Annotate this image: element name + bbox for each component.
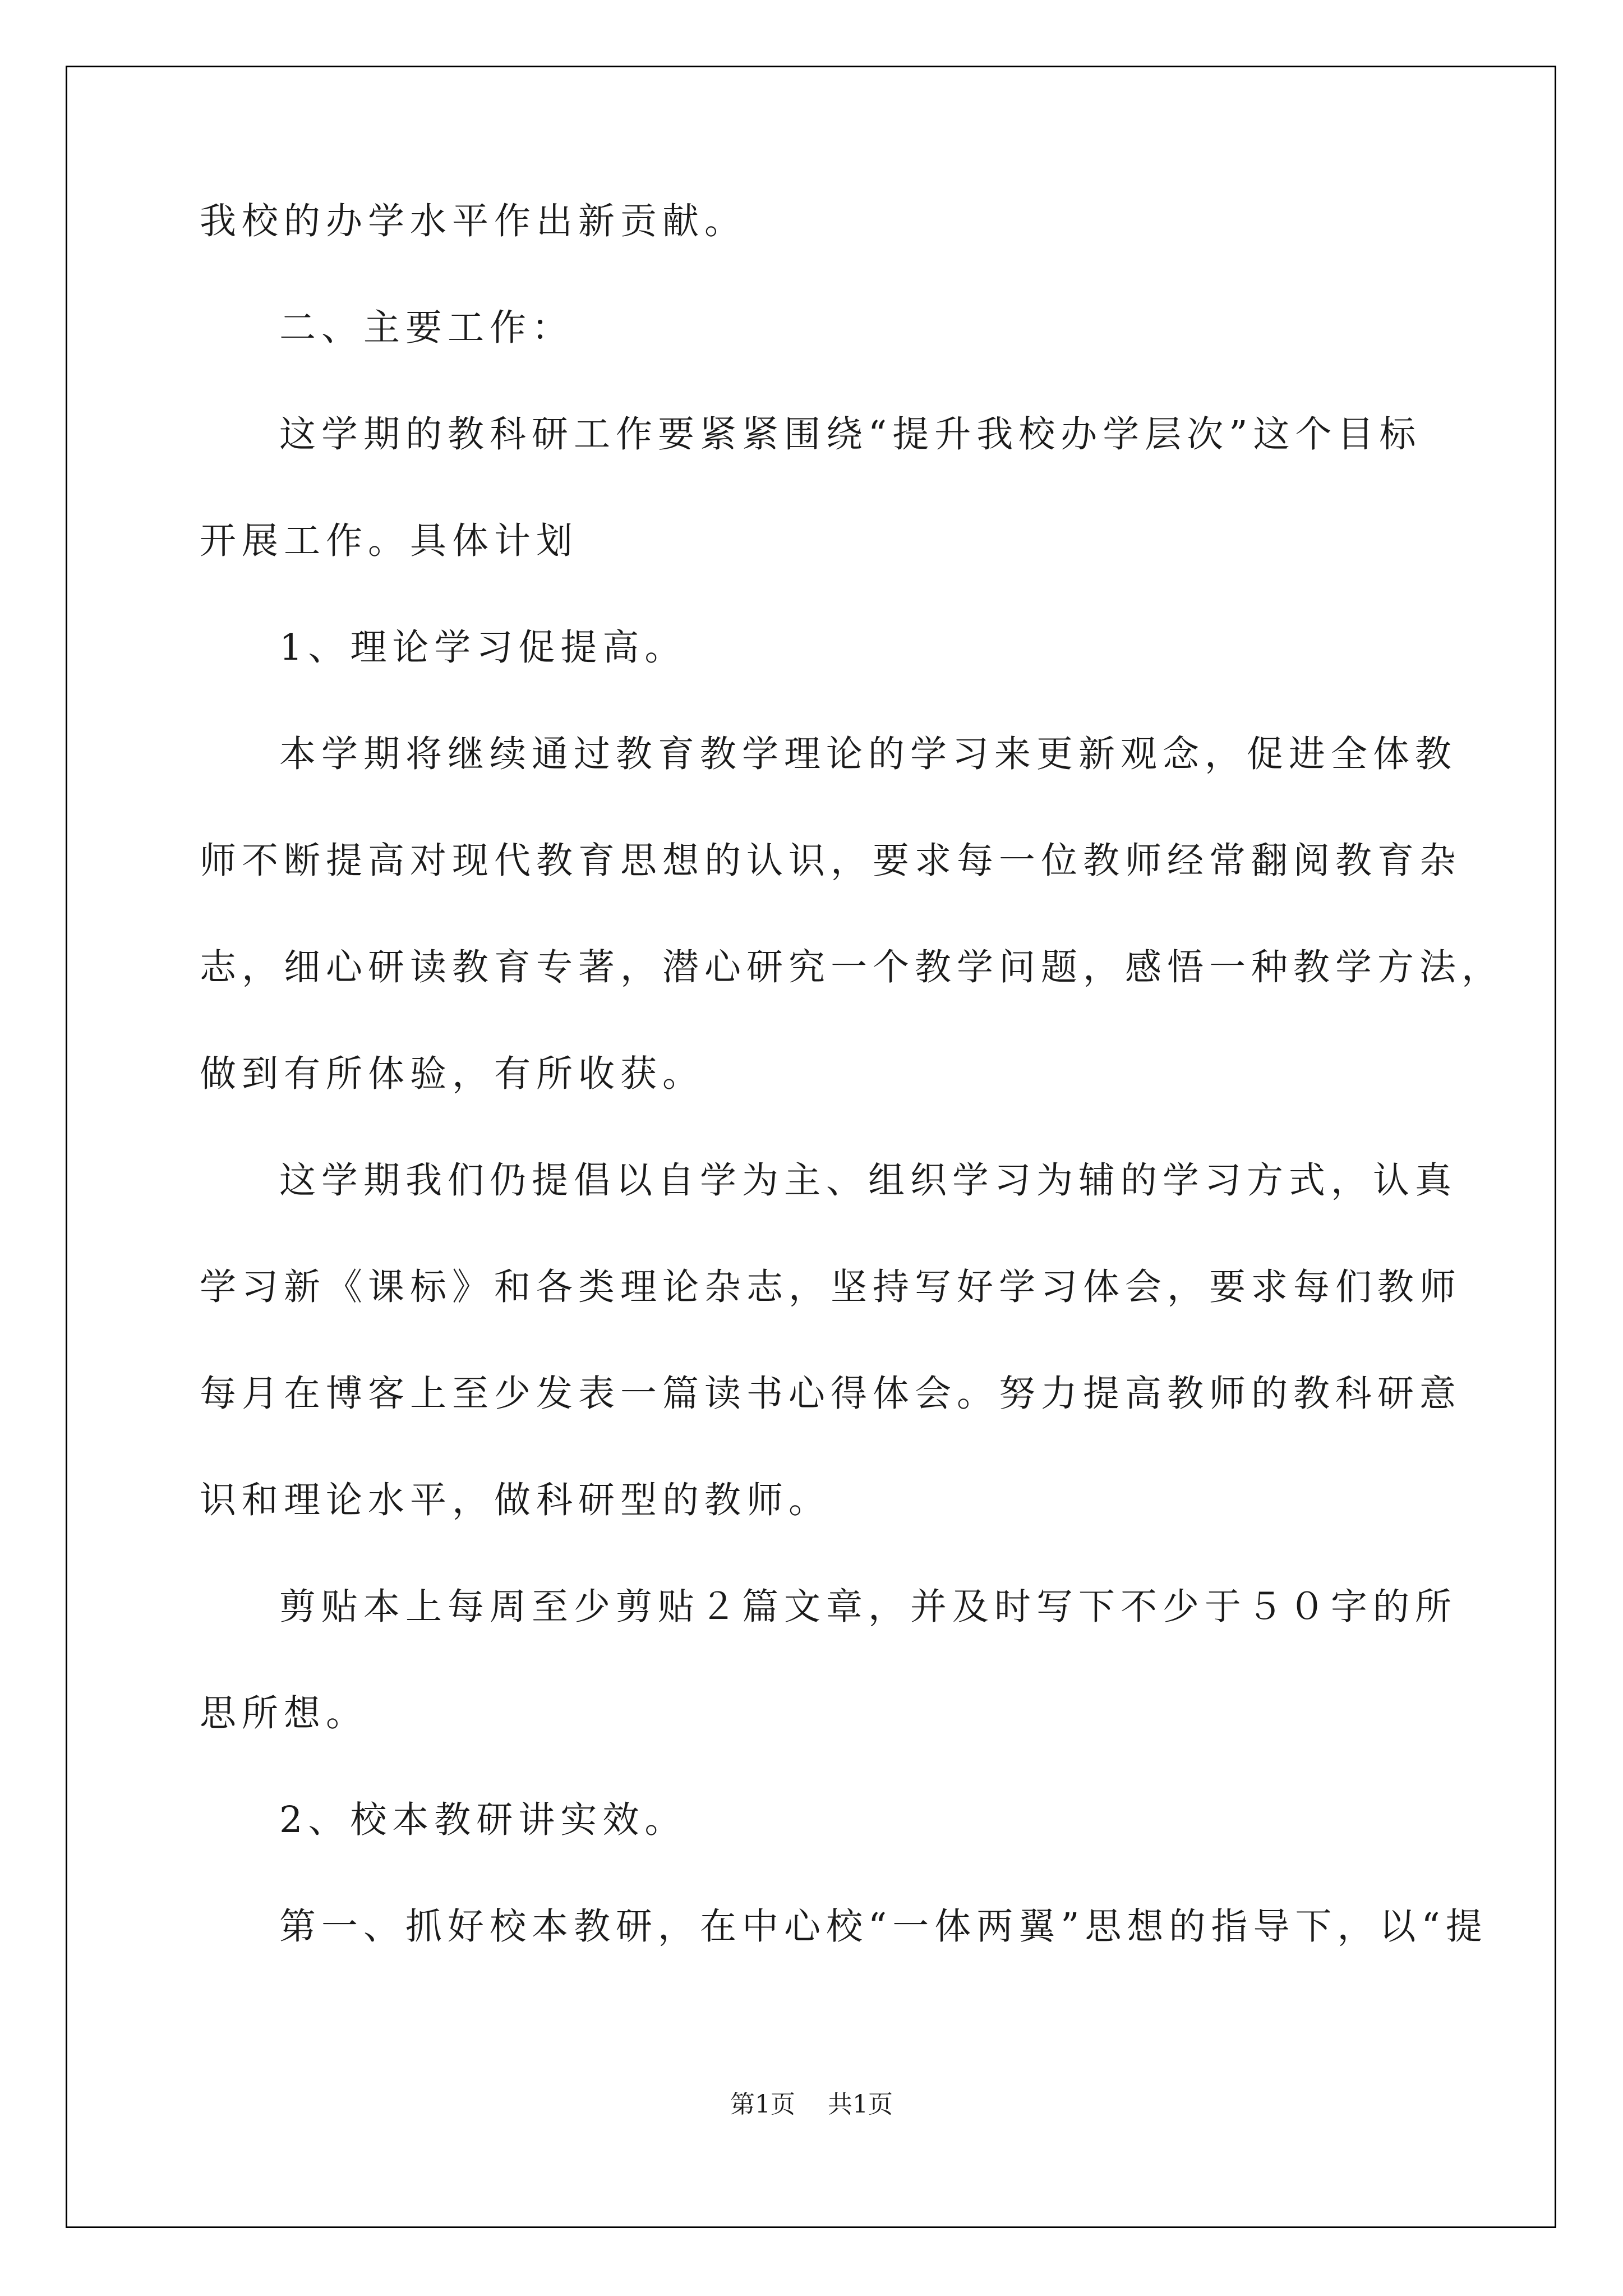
- text-line-8: 志，细心研读教育专著，潜心研究一个教学问题，感悟一种教学方法，: [200, 946, 1504, 988]
- page-footer: [0, 2091, 1623, 2119]
- text-line-15: 思所想。: [200, 1692, 368, 1734]
- text-line-5: 1、理论学习促提高。: [279, 627, 687, 669]
- document-body: [200, 200, 1504, 2013]
- text-line-4: 开展工作。具体计划: [200, 520, 579, 562]
- page-number: 第1页: [730, 2090, 795, 2119]
- page-total: 共1页: [828, 2090, 893, 2119]
- text-line-11: 学习新《课标》和各类理论杂志，坚持写好学习体会，要求每们教师: [200, 1266, 1462, 1308]
- text-line-1: 我校的办学水平作出新贡献。: [200, 200, 747, 242]
- text-line-6: 本学期将继续通过教育教学理论的学习来更新观念，促进全体教: [279, 733, 1458, 775]
- text-line-2: 二、主要工作：: [279, 307, 574, 349]
- text-line-14: 剪贴本上每周至少剪贴２篇文章，并及时写下不少于５０字的所: [279, 1586, 1458, 1628]
- text-line-10: 这学期我们仍提倡以自学为主、组织学习为辅的学习方式，认真: [279, 1159, 1458, 1202]
- text-line-17: 第一、抓好校本教研，在中心校“一体两翼”思想的指导下，以“提: [279, 1906, 1488, 1948]
- text-line-12: 每月在博客上至少发表一篇读书心得体会。努力提高教师的教科研意: [200, 1373, 1462, 1415]
- text-line-7: 师不断提高对现代教育思想的认识，要求每一位教师经常翻阅教育杂: [200, 840, 1462, 882]
- text-line-3: 这学期的教科研工作要紧紧围绕“提升我校办学层次”这个目标: [279, 413, 1422, 455]
- text-line-9: 做到有所体验，有所收获。: [200, 1053, 705, 1095]
- text-line-16: 2、校本教研讲实效。: [279, 1799, 687, 1841]
- text-line-13: 识和理论水平，做科研型的教师。: [200, 1479, 831, 1521]
